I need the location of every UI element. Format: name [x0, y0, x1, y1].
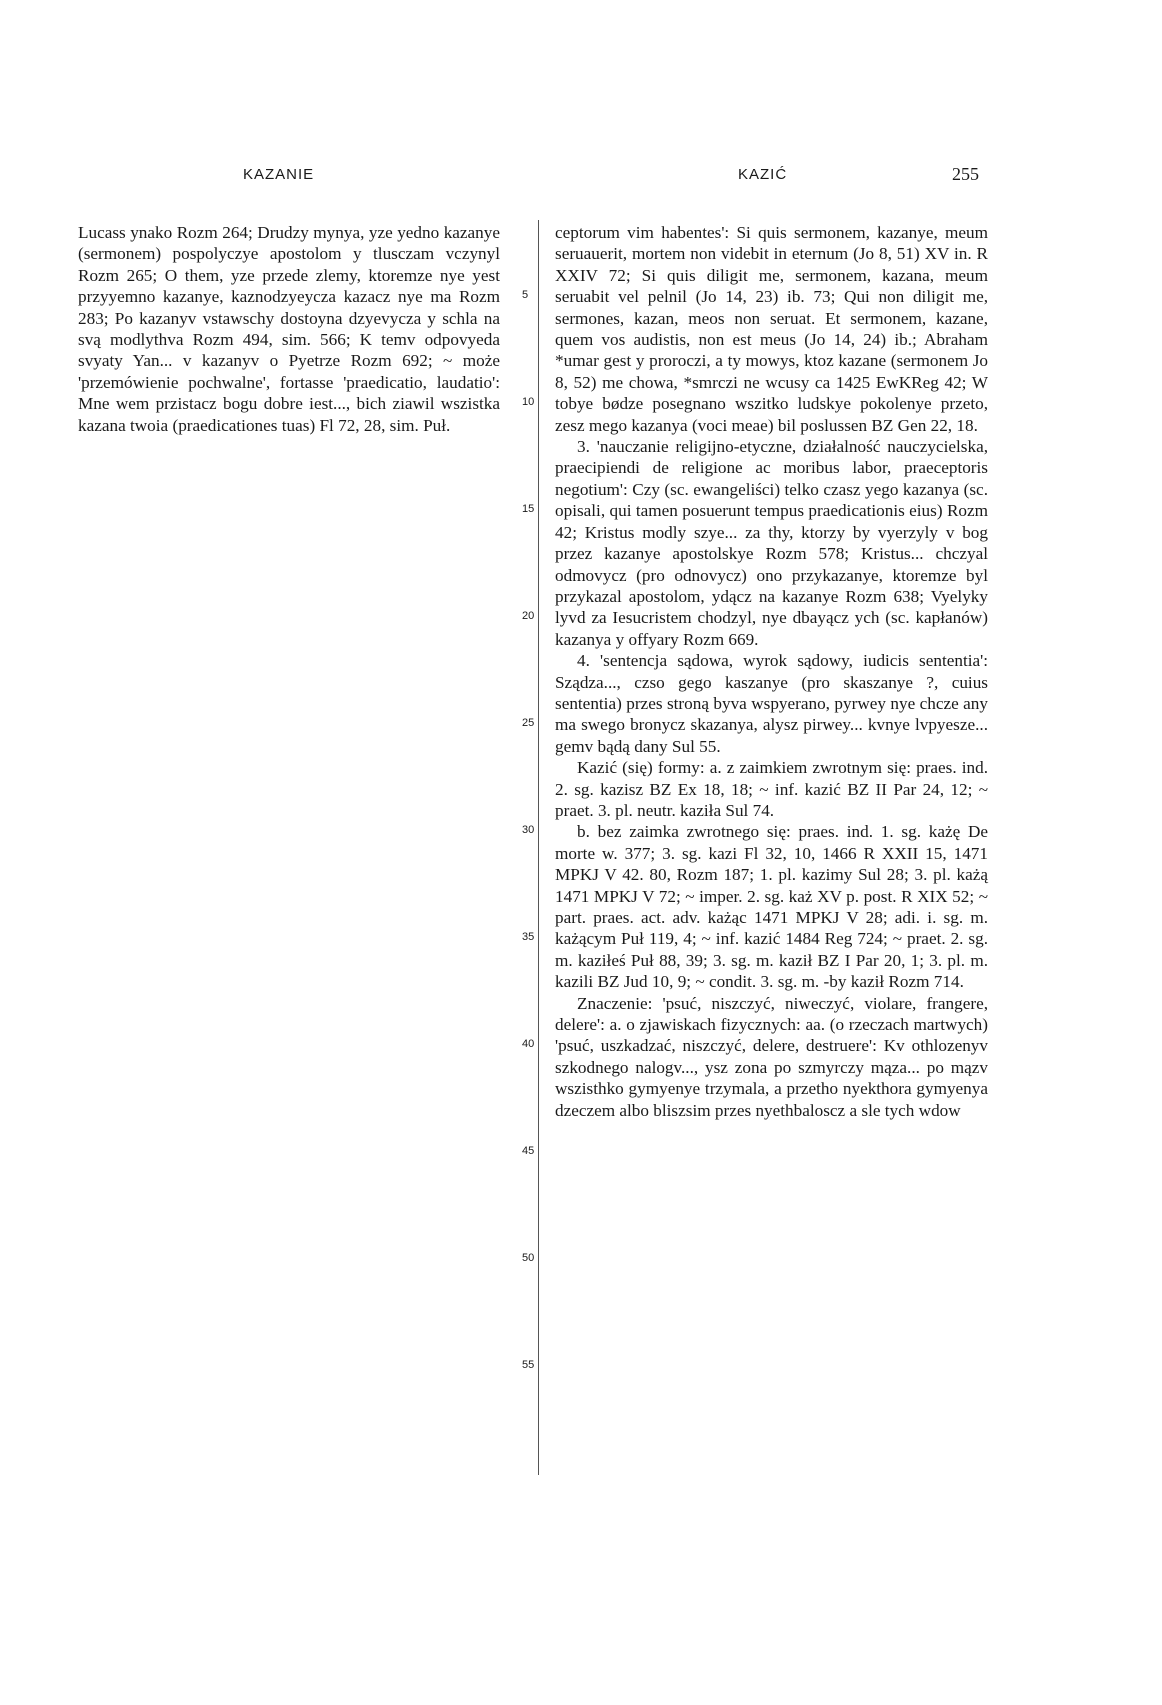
line-number: 25 [522, 717, 535, 729]
line-number: 55 [522, 1359, 535, 1371]
running-header-left: KAZANIE [243, 166, 315, 183]
page-number: 255 [952, 164, 979, 184]
right-column-text: Znaczenie: 'psuć, niszczyć, niweczyć, violare, frangere, delere': a. o zjawiskach fizycznych: aa. (o rzeczach martwych) 'psuć, uszkadzać, niszczyć, delere, destruere': Kv othlozenyv szkodnego nalogv..., ysz zona po szmyrczy mąza... po mązv wszisthko gymyenye trzymala, a przetho nyekthora gymyenya dzeczem albo bliszsim przes nyethbalosсz a sle tych wdow [555, 993, 988, 1120]
headword-entry: Kazić (się) formy: a. z zaimkiem zwrotnym się: praes. ind. 2. sg. kazisz BZ Ex 18, 18; ~ inf. kazić BZ II Par 24, 12; ~ praet. 3. pl. neutr. kaziła Sul 74. [555, 758, 988, 820]
running-header-right: KAZIĆ [738, 166, 788, 183]
line-number: 35 [522, 931, 535, 943]
line-number: 50 [522, 1252, 535, 1264]
line-number: 45 [522, 1145, 535, 1157]
right-column-text: 3. 'nauczanie religijno-etyczne, działalność nauczycielska, praecipiendi de religione ac moribus labor, praeceptoris negotium': Czy (sc. ewangeliści) telko czasz yego kazanya (sc. opisali, qui tamen posuerunt tempus praedicationis eius) Rozm 42; Kristus modly szye... za thy, ktorzy by vyerzyly v bog przez kazanye apostolskye Rozm 578; Kristus... chczyal odmovycz (pro odnovycz) ono przykazanye, ktoremze byl przykazal apostolom, ydącz na kazanye Rozm 638; Vyelyky lyvd za Iesucristem chodzyl, nye dbayącz ych (sc. kapłanów) kazanya y offyary Rozm 669. [555, 437, 988, 649]
line-number: 20 [522, 610, 535, 622]
right-column-text: 4. 'sentencja sądowa, wyrok sądowy, iudicis sententia': Sządza..., czso gego kaszanye (pro skaszanye ?, cuius sententia) przes stroną byva wspyerano, pyrwey nye chcze any ma swego bronycz skazanya, alysz pirwey... kvnye lvpyesze... gemv bądą dany Sul 55. [555, 651, 988, 756]
column-divider [538, 220, 539, 1475]
right-column [555, 222, 988, 1121]
line-number: 10 [522, 396, 535, 408]
left-column [78, 222, 500, 436]
right-column-text: ceptorum vim habentes': Si quis sermonem, kazanye, meum seruauerit, mortem non videbit in eternum (Jo 8, 51) XV in. R XXIV 72; Si quis diligit me, sermonem, kazana, meum seruabit vel pelnil (Jo 14, 23) ib. 73; Qui non diligit me, sermones, kazan, meos non seruat. Et sermonem, kazane, quem vos audistis, non est meus (Jo 14, 24) ib.; Abraham *umar gest y proroczi, a ty mowys, ktoz kazane (sermonem Jo 8, 52) me chowa, *smrczi ne wcusy ca 1425 EwKReg 42; W tobye bødze posegnano wszitko ludskye pokolenye przeto, zesz mego kazanya (voci meae) bil poslussen BZ Gen 22, 18. [555, 223, 988, 435]
line-number: 5 [522, 289, 529, 301]
left-column-text: Lucass ynako Rozm 264; Drudzy mynya, yze yedno kazanye (sermonem) pospolyczye apostolom y tlusczam vczynyl Rozm 265; O them, yze przede zlemy, ktoremze nye yest przyyemno kazanye, kaznodzyeycza kazacz nye ma Rozm 283; Po kazanyv vstawschy dostoyna dzyevycza y schla na svą modlythva Rozm 494, sim. 566; K temv odpovyeda svyaty Yan... v kazanyv o Pyetrze Rozm 692; ~ może 'przemówienie pochwalne', fortasse 'praedicatio, laudatio': Mne wem przistacz bogu dobre iest..., bich ziawil wszistka kazana twoia (praedicationes tuas) Fl 72, 28, sim. Puł. [78, 223, 500, 435]
line-number: 40 [522, 1038, 535, 1050]
right-column-text: b. bez zaimka zwrotnego się: praes. ind. 1. sg. każę De morte w. 377; 3. sg. kazi Fl 32, 10, 1466 R XXII 15, 1471 MPKJ V 42. 80, Rozm 187; 1. pl. kazimy Sul 28; 3. pl. każą 1471 MPKJ V 72; ~ imper. 2. sg. każ XV p. post. R XIX 52; ~ part. praes. act. adv. każąc 1471 MPKJ V 28; adi. i. sg. m. każącym Puł 119, 4; ~ inf. kazić 1484 Reg 724; ~ praet. 2. sg. m. kaziłeś Puł 88, 39; 3. sg. m. kaził BZ I Par 20, 1; 3. pl. m. kazili BZ Jud 10, 9; ~ condit. 3. sg. m. -by kaził Rozm 714. [555, 822, 988, 992]
line-number: 15 [522, 503, 535, 515]
line-number: 30 [522, 824, 535, 836]
